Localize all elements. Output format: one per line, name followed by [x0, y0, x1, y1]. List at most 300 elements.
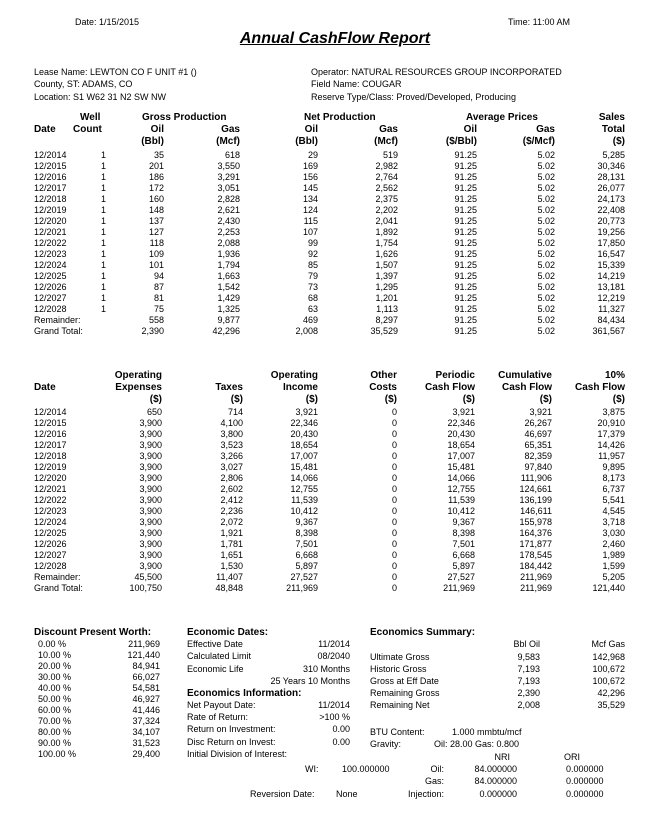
hdr-date-2: Date	[34, 382, 56, 393]
oil-label: Oil:	[430, 764, 444, 774]
table-row	[38, 650, 160, 661]
table-cell: 1,989	[602, 550, 625, 560]
table-cell: 99	[307, 238, 318, 248]
table-row	[34, 315, 625, 326]
table-cell: 12/2023	[34, 506, 67, 516]
table-row	[38, 694, 160, 705]
table-cell: 2,430	[217, 216, 240, 226]
table-cell: 82,359	[524, 451, 552, 461]
table-cell: 618	[224, 150, 240, 160]
table-cell: 2,375	[375, 194, 398, 204]
table-cell: 0	[391, 451, 397, 461]
table-cell: 11,539	[291, 495, 318, 505]
econ-info-value: 0.00	[332, 724, 350, 735]
table-cell: 18,654	[290, 440, 318, 450]
table-cell: 12/2022	[34, 238, 67, 248]
table-cell: 1,794	[217, 260, 240, 270]
table-cell: 1	[100, 172, 106, 182]
table-row	[38, 738, 160, 749]
effective-date-value: 11/2014	[318, 639, 350, 649]
economic-life-label: Economic Life	[187, 664, 244, 674]
table-cell: 0	[391, 484, 397, 494]
table-row	[34, 260, 625, 271]
table-cell: 211,969	[128, 639, 160, 649]
table-row	[34, 572, 625, 583]
table-cell: 91.25	[454, 216, 477, 226]
table-cell: 0	[391, 495, 397, 505]
summary-label: Remaining Net	[370, 700, 430, 710]
table-cell: 12,755	[447, 484, 475, 494]
table-cell: 12,219	[597, 293, 625, 303]
injection-label: Injection:	[407, 789, 444, 799]
table-cell: 1	[100, 150, 106, 160]
table-row	[38, 683, 160, 694]
table-cell: 169	[302, 161, 318, 171]
table-cell: 3,921	[529, 407, 552, 417]
hdr-operating-2: Operating	[270, 370, 318, 381]
table-cell: 148	[148, 205, 164, 215]
table-cell: 9,367	[295, 517, 318, 527]
table-cell: 68	[307, 293, 318, 303]
table-cell: 100,750	[129, 583, 162, 593]
table-cell: 3,900	[139, 451, 162, 461]
unit-costs: ($)	[384, 394, 397, 405]
gas-nri: 84.000000	[474, 776, 517, 786]
dpw-table	[38, 639, 160, 760]
table-cell: 145	[302, 183, 318, 193]
table-cell: 12/2017	[34, 440, 67, 450]
table-cell: 12/2016	[34, 429, 67, 439]
table-cell: 1,651	[220, 550, 243, 560]
table-cell: 75	[153, 304, 164, 314]
table-cell: 121,440	[127, 650, 160, 660]
table-cell: 5.02	[537, 194, 555, 204]
table-cell: 91.25	[454, 161, 477, 171]
report-title: Annual CashFlow Report	[239, 30, 431, 47]
table-cell: 91.25	[454, 326, 477, 336]
table-cell: 4,100	[220, 418, 243, 428]
table-cell: 7,501	[452, 539, 475, 549]
table-cell: 134	[302, 194, 318, 204]
table-cell: 5.02	[537, 271, 555, 281]
table-cell: 9,895	[602, 462, 625, 472]
unit-net-gas: (Mcf)	[374, 136, 398, 147]
table-cell: 178,545	[519, 550, 552, 560]
table-cell: 48,848	[215, 583, 243, 593]
econ-info-value: 11/2014	[318, 700, 350, 710]
hdr-price-gas: Gas	[536, 124, 555, 135]
table-cell: 2,764	[375, 172, 398, 182]
table-cell: 20,773	[597, 216, 625, 226]
table-row	[34, 161, 625, 172]
county: County, ST: ADAMS, CO	[34, 79, 133, 89]
table-cell: 12/2014	[34, 407, 67, 417]
table-cell: 12/2018	[34, 194, 67, 204]
table-cell: 84,434	[597, 315, 625, 325]
hdr-count: Count	[73, 124, 102, 135]
table-cell: 3,523	[220, 440, 243, 450]
table-row	[34, 238, 625, 249]
table-cell: 1,921	[220, 528, 243, 538]
table-cell: 5,541	[602, 495, 625, 505]
reserve-type: Reserve Type/Class: Proved/Developed, Producing	[311, 92, 516, 102]
table-cell: 5,897	[452, 561, 475, 571]
table-cell: 211,969	[520, 572, 552, 582]
table-cell: 92	[307, 249, 318, 259]
table-cell: 9,877	[217, 315, 240, 325]
table-cell: 73	[307, 282, 318, 292]
table-cell: 11,957	[598, 451, 625, 461]
table-cell: 12/2026	[34, 539, 67, 549]
table-cell: 0	[391, 506, 397, 516]
oil-nri: 84.000000	[474, 764, 517, 774]
table-cell: 714	[227, 407, 243, 417]
table-cell: 3,051	[217, 183, 240, 193]
table-cell: 650	[146, 407, 162, 417]
table-row	[34, 183, 625, 194]
summary-gas-value: 35,529	[597, 700, 625, 710]
table-cell: 12/2025	[34, 271, 67, 281]
table-cell: 2,008	[295, 326, 318, 336]
hdr-other: Other	[370, 370, 397, 381]
table-cell: 101	[148, 260, 164, 270]
table-cell: 2,828	[217, 194, 240, 204]
table-cell: 91.25	[454, 205, 477, 215]
table-cell: 1,507	[375, 260, 398, 270]
table-cell: 186	[148, 172, 164, 182]
table-cell: 124	[302, 205, 318, 215]
table-cell: 90.00 %	[38, 738, 72, 748]
hdr-income: Income	[282, 382, 318, 393]
econ-info-label: Net Payout Date:	[187, 700, 256, 710]
table-cell: 3,718	[602, 517, 625, 527]
table-cell: 211,969	[520, 583, 552, 593]
table-cell: 12/2023	[34, 249, 67, 259]
table-cell: 3,921	[452, 407, 475, 417]
table-cell: 12/2021	[34, 227, 67, 237]
table-cell: 1,397	[375, 271, 398, 281]
table-cell: 91.25	[454, 194, 477, 204]
table-cell: 3,800	[220, 429, 243, 439]
injection-nri: 0.000000	[479, 789, 517, 799]
table-cell: 136,199	[519, 495, 552, 505]
table-cell: 91.25	[454, 238, 477, 248]
table-row	[34, 517, 625, 528]
hdr-gross-oil: Oil	[150, 124, 164, 135]
table-cell: 1,201	[375, 293, 398, 303]
table-row	[34, 429, 625, 440]
table-cell: 1	[100, 260, 106, 270]
unit-income: ($)	[305, 394, 318, 405]
table-cell: 5.02	[537, 172, 555, 182]
table-cell: 109	[148, 249, 164, 259]
hdr-price-oil: Oil	[463, 124, 477, 135]
table-cell: 2,088	[217, 238, 240, 248]
econ-info-label: Rate of Return:	[187, 712, 249, 723]
econ-info-label: Disc Return on Invest:	[187, 736, 276, 747]
table-row	[34, 304, 625, 315]
table-cell: 3,900	[139, 561, 162, 571]
table-cell: 0	[391, 462, 397, 472]
table-row	[34, 172, 625, 183]
table-cell: Remainder:	[34, 572, 81, 582]
table-cell: 54,581	[132, 683, 160, 693]
table-row	[34, 326, 625, 337]
table-cell: 6,668	[295, 550, 318, 560]
table-cell: 2,562	[375, 183, 398, 193]
table-cell: 29,400	[132, 749, 160, 759]
table-cell: 2,602	[220, 484, 243, 494]
table-row	[38, 639, 160, 650]
table-cell: 1,542	[217, 282, 240, 292]
table-cell: 14,066	[290, 473, 318, 483]
table-cell: 0	[391, 429, 397, 439]
table-cell: 3,266	[220, 451, 243, 461]
table-cell: 41,446	[132, 705, 160, 715]
summary-label: Ultimate Gross	[370, 652, 430, 662]
hdr-date: Date	[34, 124, 56, 135]
ori-label: ORI	[563, 752, 580, 762]
table-row	[34, 407, 625, 418]
table-cell: 3,900	[139, 495, 162, 505]
summary-gas-value: 100,672	[592, 676, 625, 686]
table-cell: 0	[391, 583, 397, 593]
table-cell: 12/2024	[34, 260, 67, 270]
table-cell: 3,875	[602, 407, 625, 417]
table-cell: 5.02	[537, 326, 555, 336]
econ-info-label: Return on Investment:	[187, 724, 276, 735]
table-cell: 12/2014	[34, 150, 67, 160]
table-cell: 63	[307, 304, 318, 314]
table-cell: 80.00 %	[38, 727, 72, 737]
table-cell: 211,969	[443, 583, 475, 593]
unit-periodic: ($)	[462, 394, 475, 405]
unit-net-oil: (Bbl)	[295, 136, 318, 147]
table-cell: 8,173	[602, 473, 625, 483]
hdr-sales-total: Total	[601, 124, 625, 135]
table-cell: 81	[153, 293, 164, 303]
table-cell: 5,897	[295, 561, 318, 571]
hdr-periodic-cf: Cash Flow	[424, 382, 475, 393]
table-cell: 5.02	[537, 161, 555, 171]
table-cell: 1	[100, 271, 106, 281]
cashflow-table	[34, 407, 625, 594]
table-cell: 5.02	[537, 249, 555, 259]
table-cell: 5.02	[537, 293, 555, 303]
table-cell: 1	[100, 238, 106, 248]
wi-value: 100.000000	[342, 764, 390, 774]
table-cell: 26,267	[524, 418, 552, 428]
table-cell: 12/2027	[34, 550, 67, 560]
table-cell: 79	[307, 271, 318, 281]
report-time: Time: 11:00 AM	[508, 17, 571, 27]
table-cell: 70.00 %	[38, 716, 72, 726]
table-row	[38, 661, 160, 672]
table-cell: 0	[391, 539, 397, 549]
dpw-title: Discount Present Worth:	[34, 627, 152, 638]
table-row	[34, 194, 625, 205]
table-cell: 100.00 %	[38, 749, 77, 759]
effective-date-label: Effective Date	[187, 639, 243, 649]
table-cell: 0	[391, 440, 397, 450]
table-cell: 1,626	[375, 249, 398, 259]
table-cell: 2,390	[141, 326, 164, 336]
table-cell: 1,295	[375, 282, 398, 292]
table-cell: 146,611	[520, 506, 552, 516]
table-cell: 91.25	[454, 293, 477, 303]
table-row	[34, 271, 625, 282]
table-cell: 28,131	[597, 172, 625, 182]
table-cell: 46,697	[524, 429, 552, 439]
table-cell: 172	[148, 183, 164, 193]
table-cell: 137	[148, 216, 164, 226]
table-cell: 12/2026	[34, 282, 67, 292]
table-cell: 11,407	[216, 572, 243, 582]
table-cell: 18,654	[447, 440, 475, 450]
btu-label: BTU Content:	[370, 727, 425, 737]
table-cell: 20.00 %	[38, 661, 72, 671]
table-row	[34, 583, 625, 594]
table-row	[34, 506, 625, 517]
table-cell: 156	[302, 172, 318, 182]
table-cell: 30.00 %	[38, 672, 72, 682]
econ-info-label: Initial Division of Interest:	[187, 748, 288, 759]
table-cell: 5,205	[602, 572, 625, 582]
table-cell: 3,900	[139, 517, 162, 527]
table-cell: 3,291	[217, 172, 240, 182]
table-cell: 20,430	[447, 429, 475, 439]
table-cell: 2,236	[220, 506, 243, 516]
unit-gross-oil: (Bbl)	[141, 136, 164, 147]
table-row	[38, 705, 160, 716]
table-cell: 27,527	[447, 572, 475, 582]
table-cell: 6,737	[602, 484, 625, 494]
table-cell: 27,527	[290, 572, 318, 582]
table-row	[34, 550, 625, 561]
table-cell: 5.02	[537, 260, 555, 270]
summary-label: Gross at Eff Date	[370, 676, 439, 686]
hdr-costs: Costs	[369, 382, 397, 393]
econ-summary-title: Economics Summary:	[370, 627, 476, 638]
table-cell: Grand Total:	[34, 583, 83, 593]
table-row	[34, 484, 625, 495]
table-cell: 16,547	[597, 249, 625, 259]
table-cell: 91.25	[454, 304, 477, 314]
hdr-ten-pct-cf: Cash Flow	[574, 382, 625, 393]
hdr-cumulative-cf: Cash Flow	[501, 382, 552, 393]
table-cell: 35	[153, 150, 164, 160]
unit-taxes: ($)	[230, 394, 243, 405]
table-cell: 124,661	[519, 484, 552, 494]
summary-gas-value: 42,296	[597, 688, 625, 698]
table-cell: 3,900	[139, 440, 162, 450]
hdr-cumulative: Cumulative	[498, 370, 552, 381]
table-row	[34, 440, 625, 451]
hdr-expenses: Expenses	[115, 382, 162, 393]
table-cell: 0	[391, 572, 397, 582]
table-cell: 12/2016	[34, 172, 67, 182]
table-cell: 91.25	[454, 249, 477, 259]
table-cell: 12/2015	[34, 161, 67, 171]
table-cell: 12/2028	[34, 304, 67, 314]
table-cell: 2,041	[375, 216, 398, 226]
table-cell: 17,850	[597, 238, 625, 248]
table-cell: 29	[307, 150, 318, 160]
gas-ori: 0.000000	[566, 776, 604, 786]
report-date: Date: 1/15/2015	[75, 17, 140, 27]
table-row	[34, 495, 625, 506]
table-cell: 201	[148, 161, 164, 171]
table-cell: 8,398	[452, 528, 475, 538]
unit-gross-gas: (Mcf)	[216, 136, 240, 147]
table-cell: 3,900	[139, 528, 162, 538]
table-cell: 91.25	[454, 227, 477, 237]
table-cell: 30,346	[597, 161, 625, 171]
table-cell: 4,545	[602, 506, 625, 516]
table-cell: 12/2027	[34, 293, 67, 303]
unit-price-oil: ($/Bbl)	[445, 136, 477, 147]
table-cell: 22,408	[597, 205, 625, 215]
table-cell: 2,982	[375, 161, 398, 171]
table-cell: 34,107	[132, 727, 160, 737]
table-cell: 40.00 %	[38, 683, 72, 693]
table-cell: 12/2020	[34, 473, 67, 483]
table-cell: 1,892	[375, 227, 398, 237]
table-cell: 3,900	[139, 506, 162, 516]
table-cell: 91.25	[454, 150, 477, 160]
table-cell: 1,530	[220, 561, 243, 571]
table-cell: 91.25	[454, 271, 477, 281]
table-cell: 1	[100, 216, 106, 226]
table-cell: 91.25	[454, 315, 477, 325]
table-cell: 84,941	[132, 661, 160, 671]
table-cell: 0	[391, 550, 397, 560]
unit-expenses: ($)	[149, 394, 162, 405]
field-name: Field Name: COUGAR	[311, 79, 402, 89]
econ-dates-title: Economic Dates:	[187, 627, 269, 638]
wi-label: WI:	[305, 764, 319, 774]
table-row	[34, 462, 625, 473]
table-cell: 12/2024	[34, 517, 67, 527]
nri-label: NRI	[494, 752, 510, 762]
table-cell: 519	[382, 150, 398, 160]
table-cell: 35,529	[370, 326, 398, 336]
table-cell: 91.25	[454, 172, 477, 182]
table-cell: 20,910	[597, 418, 625, 428]
table-cell: 19,256	[597, 227, 625, 237]
table-cell: 111,906	[520, 473, 552, 483]
injection-ori: 0.000000	[566, 789, 604, 799]
table-cell: 1,936	[217, 249, 240, 259]
hdr-ten-pct: 10%	[604, 370, 625, 381]
table-cell: 155,978	[519, 517, 552, 527]
table-cell	[86, 326, 106, 337]
table-cell: 5.02	[537, 315, 555, 325]
table-cell: 97,840	[524, 462, 552, 472]
table-cell: 12/2022	[34, 495, 67, 505]
hdr-net-gas: Gas	[379, 124, 398, 135]
table-cell: 12/2021	[34, 484, 67, 494]
hdr-gross-production: Gross Production	[142, 112, 227, 123]
reversion-label: Reversion Date:	[250, 789, 315, 799]
table-cell: 1	[100, 293, 106, 303]
hdr-taxes: Taxes	[215, 382, 243, 393]
table-cell: 164,376	[519, 528, 552, 538]
table-row	[34, 216, 625, 227]
table-cell: 8,297	[375, 315, 398, 325]
table-cell: 5,285	[602, 150, 625, 160]
table-row	[34, 293, 625, 304]
